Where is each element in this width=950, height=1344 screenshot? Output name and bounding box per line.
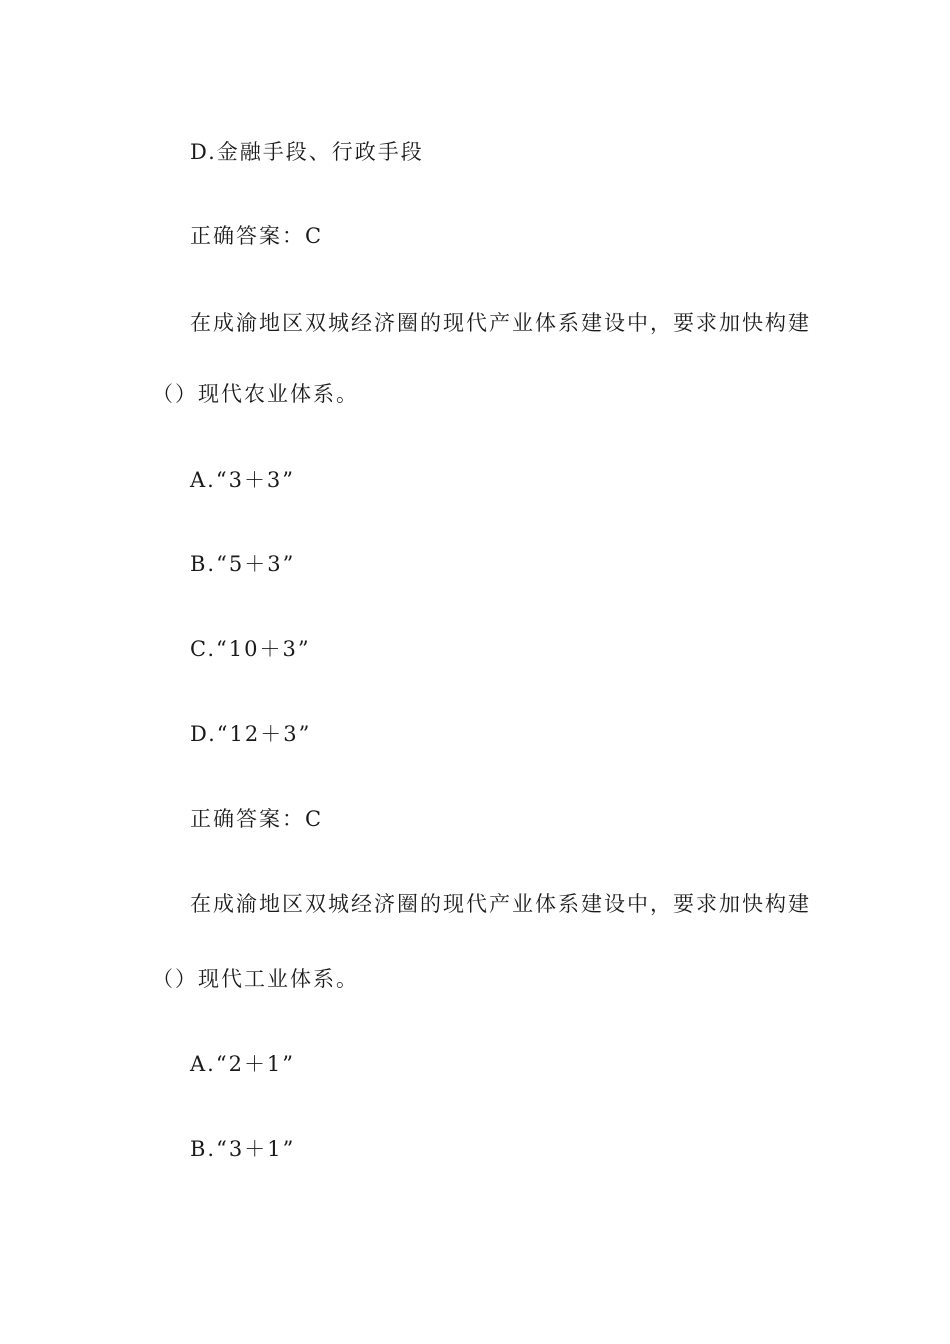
option-a-q3: A.“2＋1” xyxy=(190,1052,296,1076)
answer-q1: 正确答案：C xyxy=(190,224,324,248)
question-2-text-cont: （）现代农业体系。 xyxy=(152,382,359,406)
option-d-q2: D.“12＋3” xyxy=(190,722,312,746)
option-d-q1: D.金融手段、行政手段 xyxy=(190,140,424,164)
option-c-q2: C.“10＋3” xyxy=(190,637,311,661)
answer-q2: 正确答案：C xyxy=(190,807,324,831)
question-2-text: 在成渝地区双城经济圈的现代产业体系建设中，要求加快构建 xyxy=(190,311,811,335)
question-3-text: 在成渝地区双城经济圈的现代产业体系建设中，要求加快构建 xyxy=(190,892,811,916)
question-3-text-cont: （）现代工业体系。 xyxy=(152,967,359,991)
option-b-q2: B.“5＋3” xyxy=(190,552,296,576)
option-b-q3: B.“3＋1” xyxy=(190,1137,296,1161)
option-a-q2: A.“3＋3” xyxy=(190,468,296,492)
